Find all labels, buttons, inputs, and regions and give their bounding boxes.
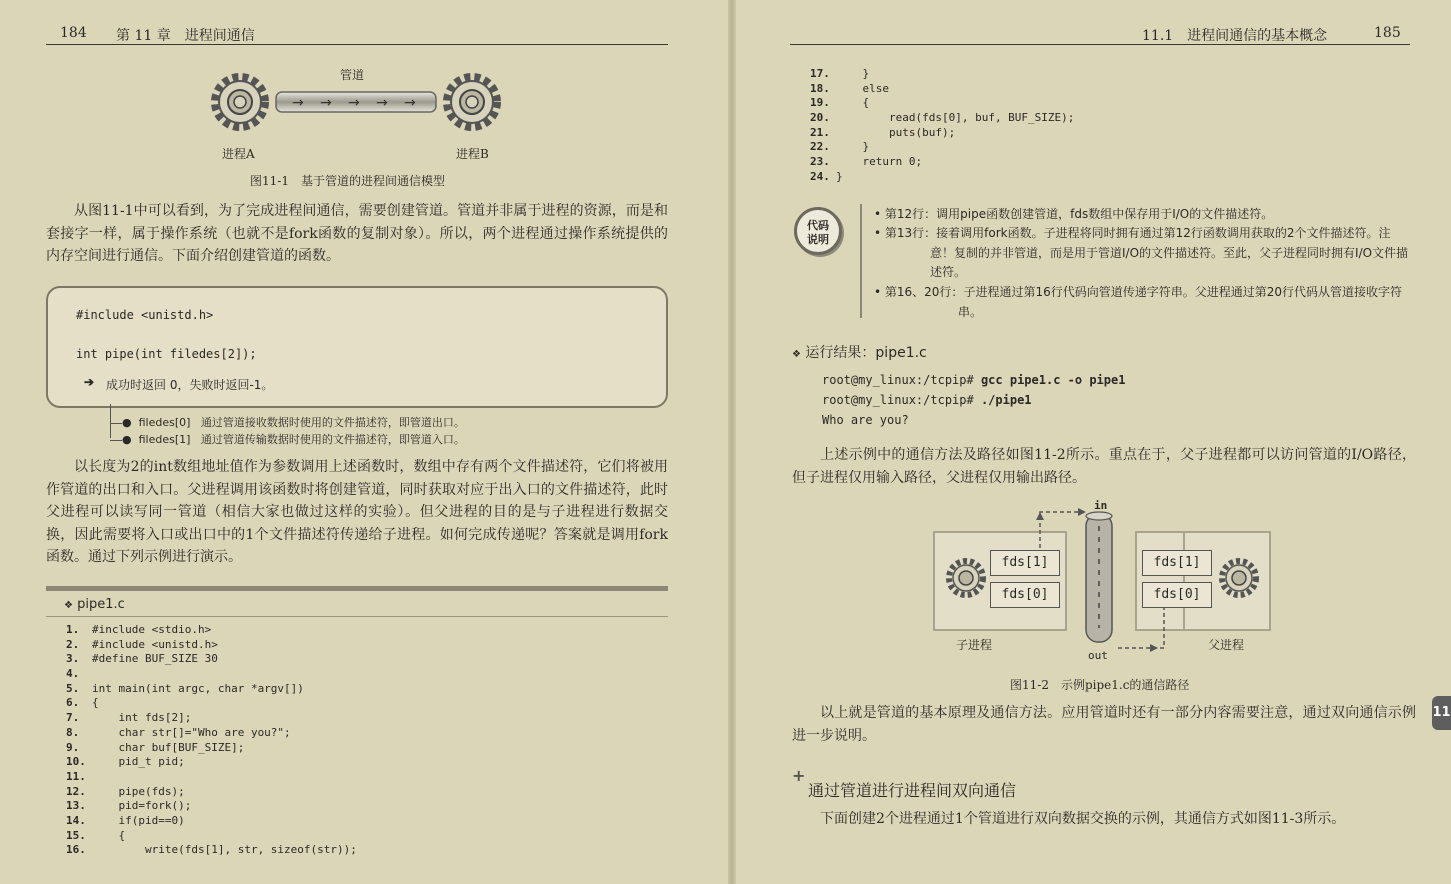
line-number: 21. [810, 125, 830, 139]
code-line [810, 140, 1074, 155]
paragraph: 从图11-1中可以看到，为了完成进程间通信，需要创建管道。管道并非属于进程的资源，而是和套接字一样，属于操作系统（也就不是fork函数的复制对象）。所以，两个进程通过操作系统提供的内存空间进行通信。下面介绍创建管道的函数。 [46, 203, 668, 264]
line-number: 14. [66, 813, 86, 827]
code-line [66, 667, 357, 682]
listing-rule [46, 616, 668, 617]
figure-caption: 图11-2 示例pipe1.c的通信路径 [1010, 678, 1190, 692]
left-page-number: 184 [60, 25, 87, 41]
code-line [66, 682, 357, 697]
code-line [66, 843, 357, 858]
line-number: 9. [66, 740, 80, 754]
terminal-line: root@my_linux:/tcpip# gcc pipe1.c -o pipe1 [822, 373, 1126, 387]
bullet-item: • 第12行：调用pipe函数创建管道，fds数组中保存用于I/O的文件描述符。 [874, 207, 1274, 221]
code-text: int main(int argc, char *argv[]) [92, 681, 304, 695]
code-listing [810, 67, 1074, 185]
right-page [736, 0, 1451, 884]
arrow-icon: ➔ [84, 375, 95, 389]
code-text: char str[]="Who are you?"; [92, 725, 291, 739]
diamond-icon: ❖ [792, 349, 801, 360]
code-line [66, 814, 357, 829]
note-filedes0: ● filedes[0] 通过管道接收数据时使用的文件描述符，即管道出口。 [110, 414, 465, 430]
listing-title: ❖ pipe1.c [64, 597, 125, 612]
section-title: 通过管道进行进程间双向通信 [808, 781, 1017, 800]
listing-top-bar [46, 586, 668, 591]
code-line [66, 770, 357, 785]
svg-text:→: → [320, 95, 332, 111]
diamond-icon: ❖ [64, 600, 73, 611]
code-text: read(fds[0], buf, BUF_SIZE); [836, 111, 1075, 125]
svg-text:→: → [292, 95, 304, 111]
paragraph: 以长度为2的int数组地址值作为参数调用上述函数时，数组中存有两个文件描述符，它们将被用作管道的出口和入口。父进程调用该函数时将创建管道，同时获取对应于出入口的文件描述符，此时父进程可以读写同一管道（相信大家也做过这样的实验）。但父进程的目的是与子进程进行数据交换，因此需要将入口或出口中的1个文件描述符传递给子进程。如何完成传递呢？答案就是调用fork函数。通过下列示例进行演示。 [46, 459, 668, 565]
terminal-line: root@my_linux:/tcpip# ./pipe1 [822, 393, 1032, 407]
code-text: } [836, 140, 870, 154]
line-number: 23. [810, 155, 830, 169]
code-line [810, 96, 1074, 111]
chapter-header: 第 11 章 进程间通信 [116, 28, 255, 44]
header-rule [790, 44, 1410, 45]
code-text: pid_t pid; [92, 755, 185, 769]
run-result-title: ❖ 运行结果：pipe1.c [792, 345, 927, 361]
prototype-line: int pipe(int filedes[2]); [76, 347, 257, 361]
code-line [66, 711, 357, 726]
function-box [46, 286, 668, 408]
line-number: 2. [66, 637, 80, 651]
line-number: 18. [810, 81, 830, 95]
bullet-item: • 第13行：接着调用fork函数。子进程将同时拥有通过第12行函数调用获取的2个文件描述符。注意！复制的并非管道，而是用于管道I/O的文件描述符。至此，父子进程同时拥有I/O文件描述符。 [874, 226, 1409, 279]
terminal-line: Who are you? [822, 413, 909, 427]
bullet-item: • 第16、20行：子进程通过第16行代码向管道传递字符串。父进程通过第20行代码从管道接收字符串。 [874, 285, 1402, 319]
paragraph: 上述示例中的通信方法及路径如图11-2所示。重点在于，父子进程都可以访问管道的I/O路径，但子进程仅用输入路径，父进程仅用输出路径。 [792, 447, 1416, 486]
code-line [66, 726, 357, 741]
parent-fds0-box: fds[0] [1142, 582, 1212, 608]
parent-process-label: 父进程 [1208, 638, 1245, 652]
line-number: 7. [66, 711, 80, 725]
code-line [810, 170, 1074, 185]
svg-text:→: → [376, 95, 388, 111]
line-number: 20. [810, 111, 830, 125]
line-number: 6. [66, 696, 80, 710]
line-number: 17. [810, 67, 830, 80]
code-text: #include <unistd.h> [92, 637, 218, 651]
line-number: 1. [66, 623, 80, 636]
chapter-tab[interactable]: 11 [1432, 696, 1451, 730]
code-line [66, 652, 357, 667]
line-number: 16. [66, 843, 86, 857]
line-number: 10. [66, 755, 86, 769]
line-number: 19. [810, 96, 830, 110]
line-number: 13. [66, 799, 86, 813]
plus-icon: + [792, 766, 806, 785]
svg-text:→: → [404, 95, 416, 111]
code-text: char buf[BUF_SIZE]; [92, 740, 245, 754]
line-number: 5. [66, 681, 80, 695]
line-number: 11. [66, 769, 86, 783]
paragraph: 以上就是管道的基本原理及通信方法。应用管道时还有一部分内容需要注意，通过双向通信示例进一步说明。 [792, 705, 1416, 744]
child-fds1-box: fds[1] [990, 550, 1060, 576]
code-line [66, 696, 357, 711]
code-text: pid=fork(); [92, 799, 192, 813]
run-output [822, 370, 1125, 430]
code-listing [66, 623, 357, 858]
code-line [66, 755, 357, 770]
code-text: { [836, 96, 870, 110]
note-filedes1: ● filedes[1] 通过管道传输数据时使用的文件描述符，即管道入口。 [110, 431, 465, 447]
svg-text:→: → [348, 95, 360, 111]
right-page-number: 185 [1374, 25, 1401, 41]
line-number: 8. [66, 725, 80, 739]
return-value-line: ➔ 成功时返回 0，失败时返回-1。 [84, 375, 274, 392]
code-line [66, 799, 357, 814]
section-header: 11.1 进程间通信的基本概念 [1142, 28, 1328, 44]
code-text: #define BUF_SIZE 30 [92, 652, 218, 666]
code-line [66, 623, 357, 638]
code-line [810, 67, 1074, 82]
gear-icon [447, 77, 497, 127]
code-line [66, 829, 357, 844]
line-number: 24. [810, 169, 830, 183]
child-process-label: 子进程 [956, 638, 993, 652]
figure-caption: 图11-1 基于管道的进程间通信模型 [250, 174, 445, 188]
code-line [66, 785, 357, 800]
line-number: 22. [810, 140, 830, 154]
line-number: 3. [66, 652, 80, 666]
code-text: } [836, 169, 843, 183]
explanation-bar [860, 204, 862, 318]
code-line [810, 126, 1074, 141]
process-b-label: 进程B [456, 147, 489, 161]
line-number: 12. [66, 784, 86, 798]
code-text: pipe(fds); [92, 784, 185, 798]
line-number: 15. [66, 828, 86, 842]
figure-11-2 [932, 496, 1272, 666]
header-rule [46, 44, 668, 45]
code-line [810, 155, 1074, 170]
line-number: 4. [66, 667, 80, 681]
code-text: #include <stdio.h> [92, 623, 212, 636]
include-line: #include <unistd.h> [76, 308, 214, 322]
code-text: return 0; [836, 155, 923, 169]
code-text: int fds[2]; [92, 711, 192, 725]
out-label: out [1088, 649, 1108, 662]
code-text: if(pid==0) [92, 813, 185, 827]
child-fds0-box: fds[0] [990, 582, 1060, 608]
process-a-label: 进程A [222, 147, 255, 161]
code-explanation-badge: 代码 说明 [794, 207, 842, 255]
code-text: { [92, 696, 99, 710]
book-spine [728, 0, 736, 884]
code-line [66, 638, 357, 653]
code-line [810, 82, 1074, 97]
code-text: else [836, 81, 889, 95]
code-text: } [836, 67, 870, 80]
gear-icon [215, 77, 265, 127]
in-label: in [1094, 499, 1108, 512]
code-text: write(fds[1], str, sizeof(str)); [92, 843, 357, 857]
code-text: { [92, 828, 126, 842]
code-line [810, 111, 1074, 126]
figure-11-1 [200, 62, 520, 162]
parent-fds1-box: fds[1] [1142, 550, 1212, 576]
code-text: puts(buf); [836, 125, 956, 139]
paragraph: 下面创建2个进程通过1个管道进行双向数据交换的示例，其通信方式如图11-3所示。 [820, 811, 1346, 827]
code-line [66, 741, 357, 756]
pipe-label: 管道 [340, 68, 365, 82]
